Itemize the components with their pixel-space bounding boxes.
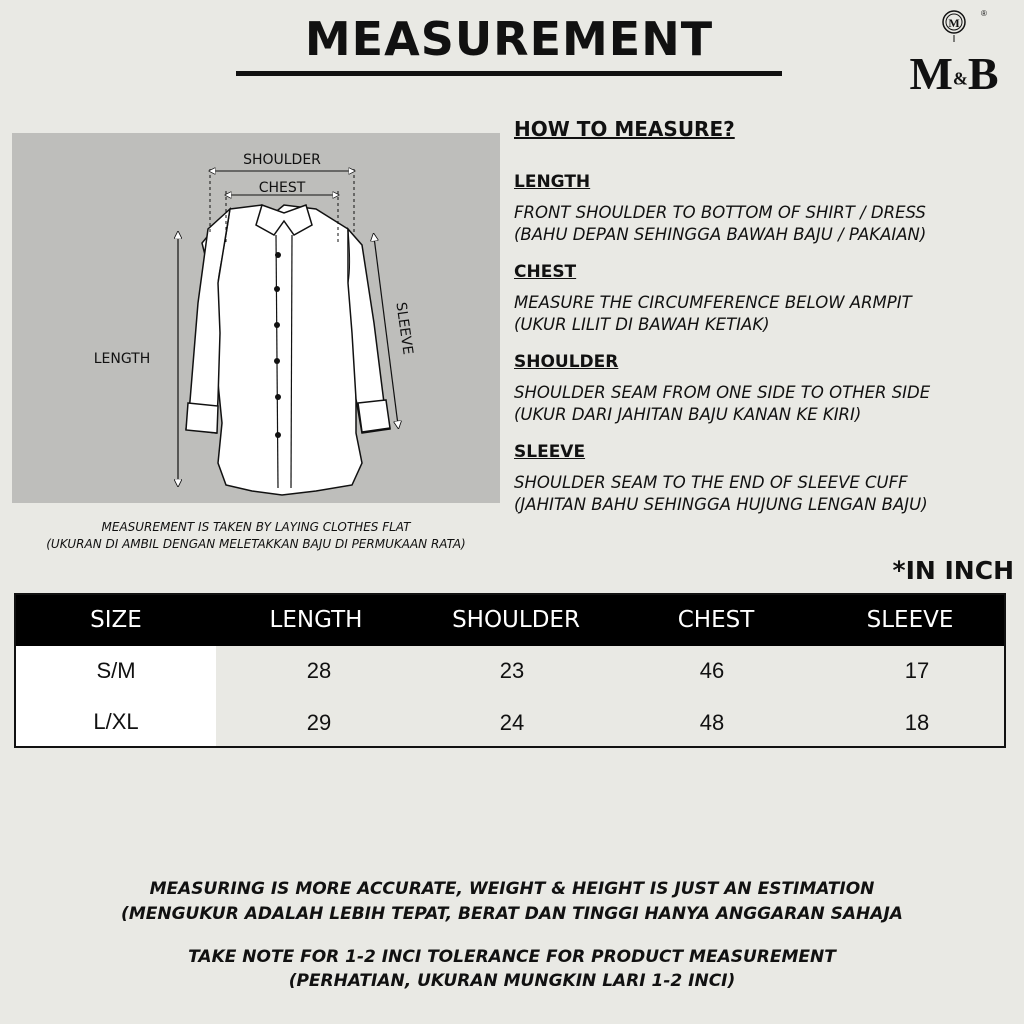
page-title: MEASUREMENT [304, 12, 714, 66]
shirt-body-icon [202, 205, 362, 495]
registered-mark: ® [981, 9, 987, 18]
button-icon [274, 358, 280, 364]
desc-sleeve [514, 472, 1019, 516]
table-cell: 28 [306, 658, 332, 683]
table-header-cell: SHOULDER [452, 607, 580, 633]
desc-line: (JAHITAN BAHU SEHINGGA HUJUNG LENGAN BAJU) [514, 495, 928, 514]
button-icon [274, 322, 280, 328]
note-line: MEASURING IS MORE ACCURATE, WEIGHT & HEIGHT IS JUST AN ESTIMATION [149, 879, 875, 899]
brand-wordmark [886, 46, 1022, 106]
brand-ampersand: & [952, 68, 968, 89]
table-header-cell: LENGTH [269, 607, 363, 633]
table-cell: 17 [904, 658, 930, 683]
table-cell: 24 [499, 710, 525, 735]
table-header-cell: SIZE [90, 607, 142, 633]
guide-heading: HOW TO MEASURE? [514, 117, 735, 141]
term-sleeve: SLEEVE [514, 442, 586, 462]
table-cell: 48 [699, 710, 725, 735]
label-shoulder: SHOULDER [243, 152, 321, 168]
brand-monogram-icon [886, 8, 1022, 48]
button-icon [275, 252, 281, 258]
button-icon [275, 394, 281, 400]
table-cell-size: L/XL [93, 709, 139, 734]
caption-line: MEASUREMENT IS TAKEN BY LAYING CLOTHES FLAT [101, 520, 411, 534]
desc-length [514, 202, 1019, 246]
term-shoulder: SHOULDER [514, 352, 619, 372]
table-header-row [16, 595, 1004, 646]
note-line: (PERHATIAN, UKURAN MUNGKIN LARI 1-2 INCI) [288, 971, 736, 991]
desc-line: FRONT SHOULDER TO BOTTOM OF SHIRT / DRESS [514, 203, 926, 222]
desc-line: (UKUR LILIT DI BAWAH KETIAK) [514, 315, 770, 334]
label-length: LENGTH [93, 351, 151, 367]
caption-line: (UKURAN DI AMBIL DENGAN MELETAKKAN BAJU DI PERMUKAAN RATA) [46, 537, 466, 551]
label-sleeve: SLEEVE [392, 301, 416, 356]
shirt-illustration [12, 133, 500, 503]
table-cell: 18 [904, 710, 930, 735]
label-chest: CHEST [258, 180, 306, 196]
term-chest: CHEST [514, 262, 577, 282]
diagram-caption [0, 519, 512, 553]
note-line: (MENGUKUR ADALAH LEBIH TEPAT, BERAT DAN TINGGI HANYA ANGGARAN SAHAJA [121, 904, 903, 924]
table-header-cell: CHEST [677, 607, 755, 633]
table-cell: 29 [306, 710, 332, 735]
term-length: LENGTH [514, 172, 591, 192]
desc-shoulder [514, 382, 1019, 426]
shirt-diagram [12, 133, 500, 503]
button-icon [275, 432, 281, 438]
table-cell: 23 [499, 658, 525, 683]
title-underline [236, 71, 782, 76]
note-line: TAKE NOTE FOR 1-2 INCI TOLERANCE FOR PRODUCT MEASUREMENT [188, 947, 836, 967]
brand-letter-left: M [909, 48, 953, 99]
desc-line: SHOULDER SEAM TO THE END OF SLEEVE CUFF [514, 473, 908, 492]
unit-note: *IN INCH [892, 556, 1014, 585]
desc-line: (BAHU DEPAN SEHINGGA BAWAH BAJU / PAKAIAN) [514, 225, 927, 244]
table-cell: 46 [699, 658, 725, 683]
table-cell-size: S/M [96, 658, 136, 683]
button-icon [274, 286, 280, 292]
brand-letter-right: B [967, 48, 999, 99]
brand-monogram-letter: M [948, 16, 960, 30]
desc-line: MEASURE THE CIRCUMFERENCE BELOW ARMPIT [514, 293, 912, 312]
table-header-cell: SLEEVE [866, 607, 954, 633]
desc-line: SHOULDER SEAM FROM ONE SIDE TO OTHER SIDE [514, 383, 931, 402]
desc-chest [514, 292, 1019, 336]
desc-line: (UKUR DARI JAHITAN BAJU KANAN KE KIRI) [514, 405, 862, 424]
brand-logo [886, 8, 1022, 100]
size-table [14, 593, 1006, 748]
